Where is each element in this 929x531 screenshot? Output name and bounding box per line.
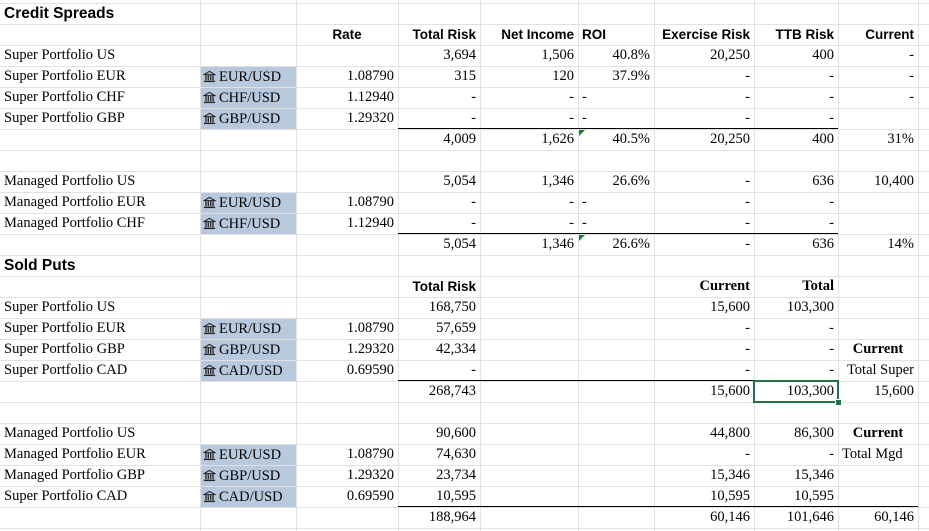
roi-cell[interactable]: 26.6% (612, 173, 650, 189)
rate-cell[interactable]: 1.08790 (346, 194, 394, 210)
current-cell[interactable]: - (745, 362, 750, 378)
rate-cell[interactable]: 0.69590 (346, 362, 394, 378)
total-mgd-label[interactable]: Total Mgd (842, 446, 903, 462)
header-exercise-risk[interactable]: Exercise Risk (662, 27, 750, 42)
total-cell[interactable]: - (829, 341, 834, 357)
total-super-value[interactable]: 15,600 (874, 383, 914, 399)
row-name[interactable]: Managed Portfolio CHF (4, 215, 145, 231)
fx-pair-cell[interactable] (201, 193, 296, 213)
sold-puts-title[interactable]: Sold Puts (4, 257, 76, 274)
fill-handle[interactable] (835, 399, 842, 406)
roi-cell[interactable]: - (582, 194, 587, 210)
total-risk-cell[interactable]: 3,694 (443, 47, 476, 63)
rate-cell[interactable]: 1.29320 (346, 341, 394, 357)
bank-icon (203, 490, 216, 503)
row-name[interactable]: Super Portfolio CAD (4, 488, 128, 504)
header-current[interactable]: Current (865, 27, 914, 42)
total-risk-cell[interactable]: - (471, 194, 476, 210)
rate-cell[interactable]: 1.29320 (346, 467, 394, 483)
current-cell[interactable]: - (745, 341, 750, 357)
row-name[interactable]: Managed Portfolio US (4, 173, 136, 189)
net-income-cell[interactable]: - (569, 110, 574, 126)
net-income-cell[interactable]: 1,346 (541, 173, 574, 189)
total-risk-cell[interactable]: 74,630 (436, 446, 476, 462)
rate-cell[interactable]: 1.08790 (346, 320, 394, 336)
net-income-cell[interactable]: - (569, 194, 574, 210)
bank-icon (203, 469, 216, 482)
row-name[interactable]: Managed Portfolio US (4, 425, 136, 441)
side-current-label[interactable]: Current (852, 425, 904, 441)
net-income-cell[interactable]: - (569, 89, 574, 105)
header-roi[interactable]: ROI (582, 27, 607, 42)
current-cell[interactable]: - (909, 68, 914, 84)
roi-cell[interactable]: 37.9% (612, 68, 650, 84)
ttb-risk-total[interactable]: 400 (812, 131, 834, 147)
total-risk-total[interactable]: 188,964 (428, 509, 476, 525)
exercise-risk-cell[interactable]: - (745, 68, 750, 84)
total-risk-cell[interactable]: 42,334 (436, 341, 476, 357)
total-total[interactable]: 101,646 (786, 509, 834, 525)
total-risk-cell[interactable]: - (471, 362, 476, 378)
current-cell[interactable]: - (909, 47, 914, 63)
fx-pair-label: EUR/USD (219, 69, 282, 85)
header-ttb-risk[interactable]: TTB Risk (775, 27, 834, 42)
total-risk-cell[interactable]: - (471, 110, 476, 126)
total-total[interactable]: 103,300 (786, 383, 834, 399)
roi-cell[interactable]: 40.8% (612, 47, 650, 63)
fx-pair-label: GBP/USD (219, 342, 281, 358)
roi-cell[interactable]: - (582, 215, 587, 231)
row-name[interactable]: Super Portfolio CAD (4, 362, 128, 378)
total-risk-cell[interactable]: 315 (454, 68, 476, 84)
header-total[interactable]: Total (802, 278, 834, 294)
total-risk-total[interactable]: 5,054 (443, 236, 476, 252)
ttb-risk-cell[interactable]: 400 (812, 47, 834, 63)
bank-icon (203, 364, 216, 377)
roi-total[interactable]: 26.6% (612, 236, 650, 252)
exercise-risk-cell[interactable]: - (745, 173, 750, 189)
exercise-risk-cell[interactable]: - (745, 215, 750, 231)
row-name[interactable]: Managed Portfolio EUR (4, 446, 146, 462)
current-total[interactable]: 15,600 (710, 383, 750, 399)
total-risk-cell[interactable]: 57,659 (436, 320, 476, 336)
total-risk-cell[interactable]: - (471, 215, 476, 231)
total-cell[interactable]: 15,346 (794, 467, 834, 483)
current-cell[interactable] (838, 213, 918, 234)
current-cell[interactable]: 10,400 (874, 173, 914, 189)
rate-cell[interactable]: 1.12940 (346, 89, 394, 105)
rate-cell[interactable]: 1.29320 (346, 110, 394, 126)
fx-pair-label: GBP/USD (219, 111, 281, 127)
fx-pair-label: CAD/USD (219, 489, 283, 505)
active-cell-selection[interactable] (753, 380, 839, 403)
total-risk-cell[interactable]: 10,595 (436, 488, 476, 504)
net-income-cell[interactable]: 120 (552, 68, 574, 84)
row-name[interactable]: Managed Portfolio GBP (4, 467, 145, 483)
ttb-risk-cell[interactable]: 636 (812, 173, 834, 189)
header-net-income[interactable]: Net Income (501, 27, 574, 42)
error-indicator-icon[interactable] (579, 235, 585, 241)
exercise-risk-cell[interactable]: - (745, 194, 750, 210)
total-mgd-value[interactable]: 60,146 (874, 509, 914, 525)
current-cell[interactable]: - (909, 89, 914, 105)
ttb-risk-cell[interactable]: - (829, 194, 834, 210)
bank-icon (203, 91, 216, 104)
current-cell[interactable]: 15,346 (710, 467, 750, 483)
fx-pair-cell[interactable] (201, 445, 296, 465)
roi-cell[interactable]: - (582, 110, 587, 126)
credit-spreads-title[interactable]: Credit Spreads (4, 5, 115, 22)
row-name[interactable]: Super Portfolio CHF (4, 89, 125, 105)
fx-pair-cell[interactable] (201, 340, 296, 360)
total-cell[interactable]: - (829, 320, 834, 336)
fx-pair-label: CHF/USD (219, 90, 281, 106)
fx-pair-label: CAD/USD (219, 363, 283, 379)
ttb-risk-total[interactable]: 636 (812, 236, 834, 252)
total-cell[interactable]: - (829, 446, 834, 462)
bank-icon (203, 196, 216, 209)
fx-pair-cell[interactable] (201, 361, 296, 381)
net-income-cell[interactable]: - (569, 215, 574, 231)
exercise-risk-cell[interactable]: - (745, 89, 750, 105)
total-risk-cell[interactable]: 23,734 (436, 467, 476, 483)
bank-icon (203, 70, 216, 83)
bank-icon (203, 322, 216, 335)
header-current[interactable]: Current (699, 278, 750, 294)
row-name[interactable]: Super Portfolio EUR (4, 320, 126, 336)
error-indicator-icon[interactable] (579, 130, 585, 136)
total-cell[interactable]: 103,300 (786, 299, 834, 315)
total-cell[interactable]: - (829, 362, 834, 378)
row-name[interactable]: Super Portfolio GBP (4, 341, 125, 357)
current-cell[interactable] (838, 108, 918, 129)
side-current-label[interactable]: Current (852, 341, 904, 357)
total-risk-cell[interactable]: 168,750 (428, 299, 476, 315)
rate-cell[interactable]: 1.12940 (346, 215, 394, 231)
total-risk-total[interactable]: 268,743 (428, 383, 476, 399)
current-percent[interactable]: 14% (887, 236, 914, 252)
fx-pair-label: GBP/USD (219, 468, 281, 484)
fx-pair-cell[interactable] (201, 466, 296, 486)
rate-cell[interactable] (296, 423, 398, 444)
fx-pair-cell[interactable] (201, 88, 296, 108)
current-percent[interactable]: 31% (887, 131, 914, 147)
row-name[interactable]: Super Portfolio EUR (4, 68, 126, 84)
ttb-risk-cell[interactable]: - (829, 68, 834, 84)
bank-icon (203, 343, 216, 356)
header-total-risk[interactable]: Total Risk (412, 27, 476, 42)
net-income-cell[interactable]: 1,506 (541, 47, 574, 63)
header-rate[interactable]: Rate (332, 27, 362, 42)
rate-cell[interactable]: 1.08790 (346, 68, 394, 84)
exercise-risk-total[interactable]: - (745, 236, 750, 252)
row-name[interactable]: Managed Portfolio EUR (4, 194, 146, 210)
rate-cell[interactable] (296, 45, 398, 66)
fx-pair-cell[interactable] (201, 319, 296, 339)
fx-pair-cell[interactable] (201, 109, 296, 129)
current-cell[interactable] (838, 192, 918, 213)
row-name[interactable]: Super Portfolio US (4, 299, 116, 315)
current-cell[interactable]: 44,800 (710, 425, 750, 441)
roi-cell[interactable]: - (582, 89, 587, 105)
current-cell[interactable]: 10,595 (710, 488, 750, 504)
rate-cell[interactable] (296, 171, 398, 192)
fx-pair-cell[interactable] (201, 67, 296, 87)
total-risk-total[interactable]: 4,009 (443, 131, 476, 147)
ttb-risk-cell[interactable]: - (829, 215, 834, 231)
total-cell[interactable]: 10,595 (794, 488, 834, 504)
row-name[interactable]: Super Portfolio US (4, 47, 116, 63)
ttb-risk-cell[interactable]: - (829, 89, 834, 105)
bank-icon (203, 448, 216, 461)
total-risk-cell[interactable]: 5,054 (443, 173, 476, 189)
ttb-risk-cell[interactable]: - (829, 110, 834, 126)
exercise-risk-cell[interactable]: - (745, 110, 750, 126)
fx-pair-label: CHF/USD (219, 216, 281, 232)
current-cell[interactable]: - (745, 320, 750, 336)
row-name[interactable]: Super Portfolio GBP (4, 110, 125, 126)
net-income-total[interactable]: 1,346 (541, 236, 574, 252)
net-income-total[interactable]: 1,626 (541, 131, 574, 147)
rate-cell[interactable] (296, 297, 398, 318)
total-super-label[interactable]: Total Super (846, 362, 914, 378)
fx-pair-label: EUR/USD (219, 447, 282, 463)
total-risk-cell[interactable]: 90,600 (436, 425, 476, 441)
fx-pair-cell[interactable] (201, 487, 296, 507)
total-cell[interactable]: 86,300 (794, 425, 834, 441)
rate-cell[interactable]: 1.08790 (346, 446, 394, 462)
fx-pair-label: EUR/USD (219, 321, 282, 337)
exercise-risk-total[interactable]: 20,250 (710, 131, 750, 147)
total-risk-cell[interactable]: - (471, 89, 476, 105)
fx-pair-cell[interactable] (201, 214, 296, 234)
bank-icon (203, 217, 216, 230)
fx-pair-label: EUR/USD (219, 195, 282, 211)
bank-icon (203, 112, 216, 125)
current-cell[interactable]: 15,600 (710, 299, 750, 315)
current-total[interactable]: 60,146 (710, 509, 750, 525)
exercise-risk-cell[interactable]: 20,250 (710, 47, 750, 63)
roi-total[interactable]: 40.5% (612, 131, 650, 147)
header-total-risk[interactable]: Total Risk (412, 279, 476, 294)
rate-cell[interactable]: 0.69590 (346, 488, 394, 504)
current-cell[interactable]: - (745, 446, 750, 462)
